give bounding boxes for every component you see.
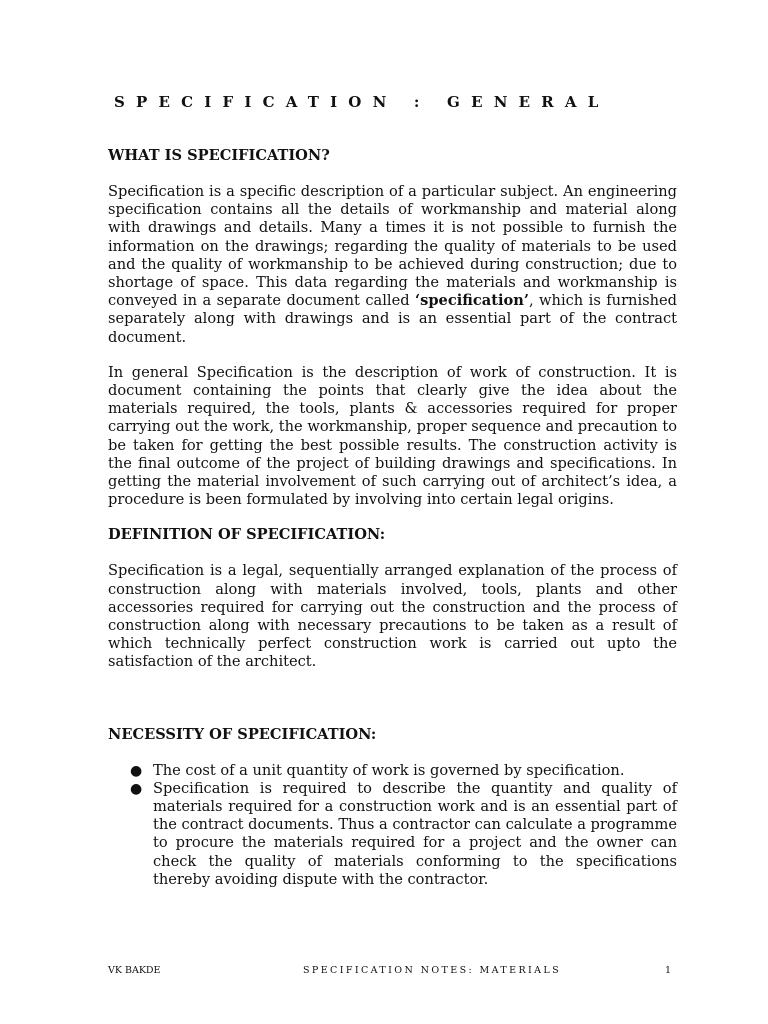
footer-author: VK BAKDE	[108, 965, 161, 976]
document-body	[108, 147, 677, 889]
list-item	[108, 762, 677, 780]
necessity-list	[108, 762, 677, 889]
list-item-text: The cost of a unit quantity of work is governed by specification.	[153, 761, 625, 779]
section-heading-what-is: WHAT IS SPECIFICATION?	[108, 147, 330, 164]
section-heading-necessity: NECESSITY OF SPECIFICATION:	[108, 725, 377, 743]
paragraph-what-is-2: In general Specification is the description of work of construction. It is document containing the points that clearly give the idea about the materials required, the tools, plants & accessories required for proper carrying out the work, the workmanship, proper sequence and precaution to be taken for getting the best possible results. The construction activity is the final outcome of the project of building drawings and specifications. In getting the material involvement of such carrying out of architect’s idea, a procedure is been formulated by involving into certain legal origins.	[108, 363, 677, 509]
list-item	[108, 780, 677, 889]
bold-term-specification: ‘specification’	[415, 292, 529, 310]
paragraph-definition: Specification is a legal, sequentially arranged explanation of the process of construction along with materials involved, tools, plants and other accessories required for carrying out the construction and the process of construction along with necessary precautions to be taken as a result of which technically perfect construction work is carried out upto the satisfaction of the architect.	[108, 562, 677, 671]
page-title: SPECIFICATION : GENERAL	[114, 93, 610, 111]
bullet-icon: ●	[130, 762, 143, 779]
page-footer	[108, 965, 671, 979]
paragraph-what-is-1	[108, 183, 677, 347]
footer-title: SPECIFICATION NOTES: MATERIALS	[303, 965, 562, 976]
bullet-icon: ●	[130, 780, 143, 797]
paragraph-text: Specification is a specific description of a particular subject. An engineering specification contains all the details of workmanship and material along with drawings and details. Many a times it is not possible to furnish the information on the drawings; regarding the quality of materials to be used and the quality of workmanship to be achieved during construction; due to shortage of space. This data regarding the materials and workmanship is conveyed in a separate document called	[108, 183, 677, 310]
list-item-text: Specification is required to describe the quantity and quality of materials required for a construction work and is an essential part of the contract documents. Thus a contractor can calculate a programme to procure the materials required for a project and the owner can check the quality of materials conforming to the specifications thereby avoiding dispute with the contractor.	[153, 779, 677, 888]
footer-page-number: 1	[664, 965, 671, 976]
section-heading-definition: DEFINITION OF SPECIFICATION:	[108, 526, 386, 544]
paragraph-text: , which is furnished separately along with drawings and is an essential part of the contract document.	[108, 292, 677, 346]
